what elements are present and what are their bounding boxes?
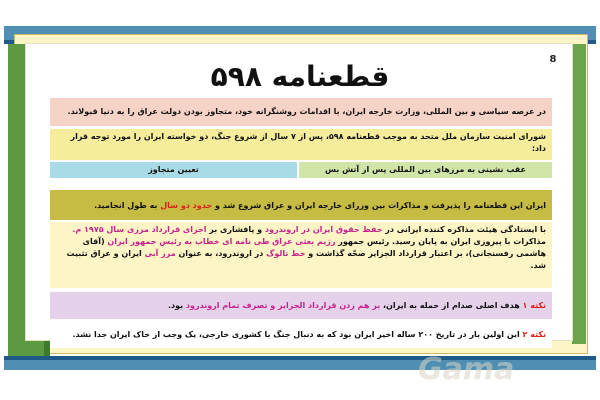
acceptance-text-2: به طول انجامید. [94,201,161,210]
highlight-water-border: مرز آبی [144,249,176,258]
negotiation-text-2: و پافشاری بر [206,225,265,234]
highlight-rights: حفظ حقوق ایران در اروندرود [264,225,383,234]
note-1 [50,292,552,319]
negotiation-text-5: در اروندرود، به عنوان [175,249,267,258]
note-1-text-1: هدف اصلی صدام از حمله به ایران، [380,301,523,310]
negotiation-text-1: با ایستادگی هیئت مذاکره کننده ایرانی در [382,225,546,234]
acceptance-paragraph [50,190,552,220]
highlight-thalweg: خط تالوگ [266,249,306,258]
note-2 [50,321,552,348]
intro-paragraph: در عرصه سیاسی و بین المللی، وزارت خارجه ایران، با اقدامات روشنگرانه خود، متجاوز بودن دولت عراق را به دنیا قبولاند. [50,98,552,126]
negotiation-text-6: ایران و عراق تثبیت شد. [66,249,546,270]
highlight-treaty: اجرای قرارداد مرزی سال ۱۹۷۵ م. [72,225,207,234]
demand-withdrawal: عقب نشینی به مرزهای بین المللی پس از آتش بس [299,162,552,178]
note-2-label: نکته ۲ [522,330,546,339]
note-1-highlight: بر هم زدن قرارداد الجزایر و تصرف تمام اروندرود [185,301,381,310]
note-1-text-2: بود. [167,301,186,310]
duration-highlight: حدود دو سال [160,201,213,210]
acceptance-text-1: ایران این قطعنامه را پذیرفت و مذاکرات بین وزرای خارجه ایران و عراق شروع شد و [212,201,546,210]
highlight-letter: رژیم بعثی عراق طی نامه ای خطاب به رئیس جمهور ایران [107,237,336,246]
note-1-label: نکته ۱ [522,301,546,310]
negotiation-paragraph [50,222,552,288]
demand-aggressor: تعیین متجاوز [50,162,297,178]
right-green-panel [572,44,586,344]
watermark-logo: Gama [418,352,515,387]
note-2-text: این اولین بار در تاریخ ۲۰۰ ساله اخیر ایران بود که به دنبال جنگ با کشوری خارجی، یک وجب از خاک ایران جدا نشد. [72,330,523,339]
page-number: 8 [549,54,557,65]
resolution-paragraph: شورای امنیت سازمان ملل متحد به موجب قطعنامه ۵۹۸، پس از ۷ سال از شروع جنگ، دو خواسته ایران را مورد توجه قرار داد: [50,129,552,160]
page-title: قطعنامه ۵۹۸ [210,60,390,93]
negotiation-text-4: (آقای هاشمی رفسنجانی)، بر اعتبار قرارداد الجزایر صحّه گذاشت و [82,237,546,258]
negotiation-text-3: مذاکرات با پیروزی ایران به پایان رسید. رئیس جمهور [335,237,546,246]
